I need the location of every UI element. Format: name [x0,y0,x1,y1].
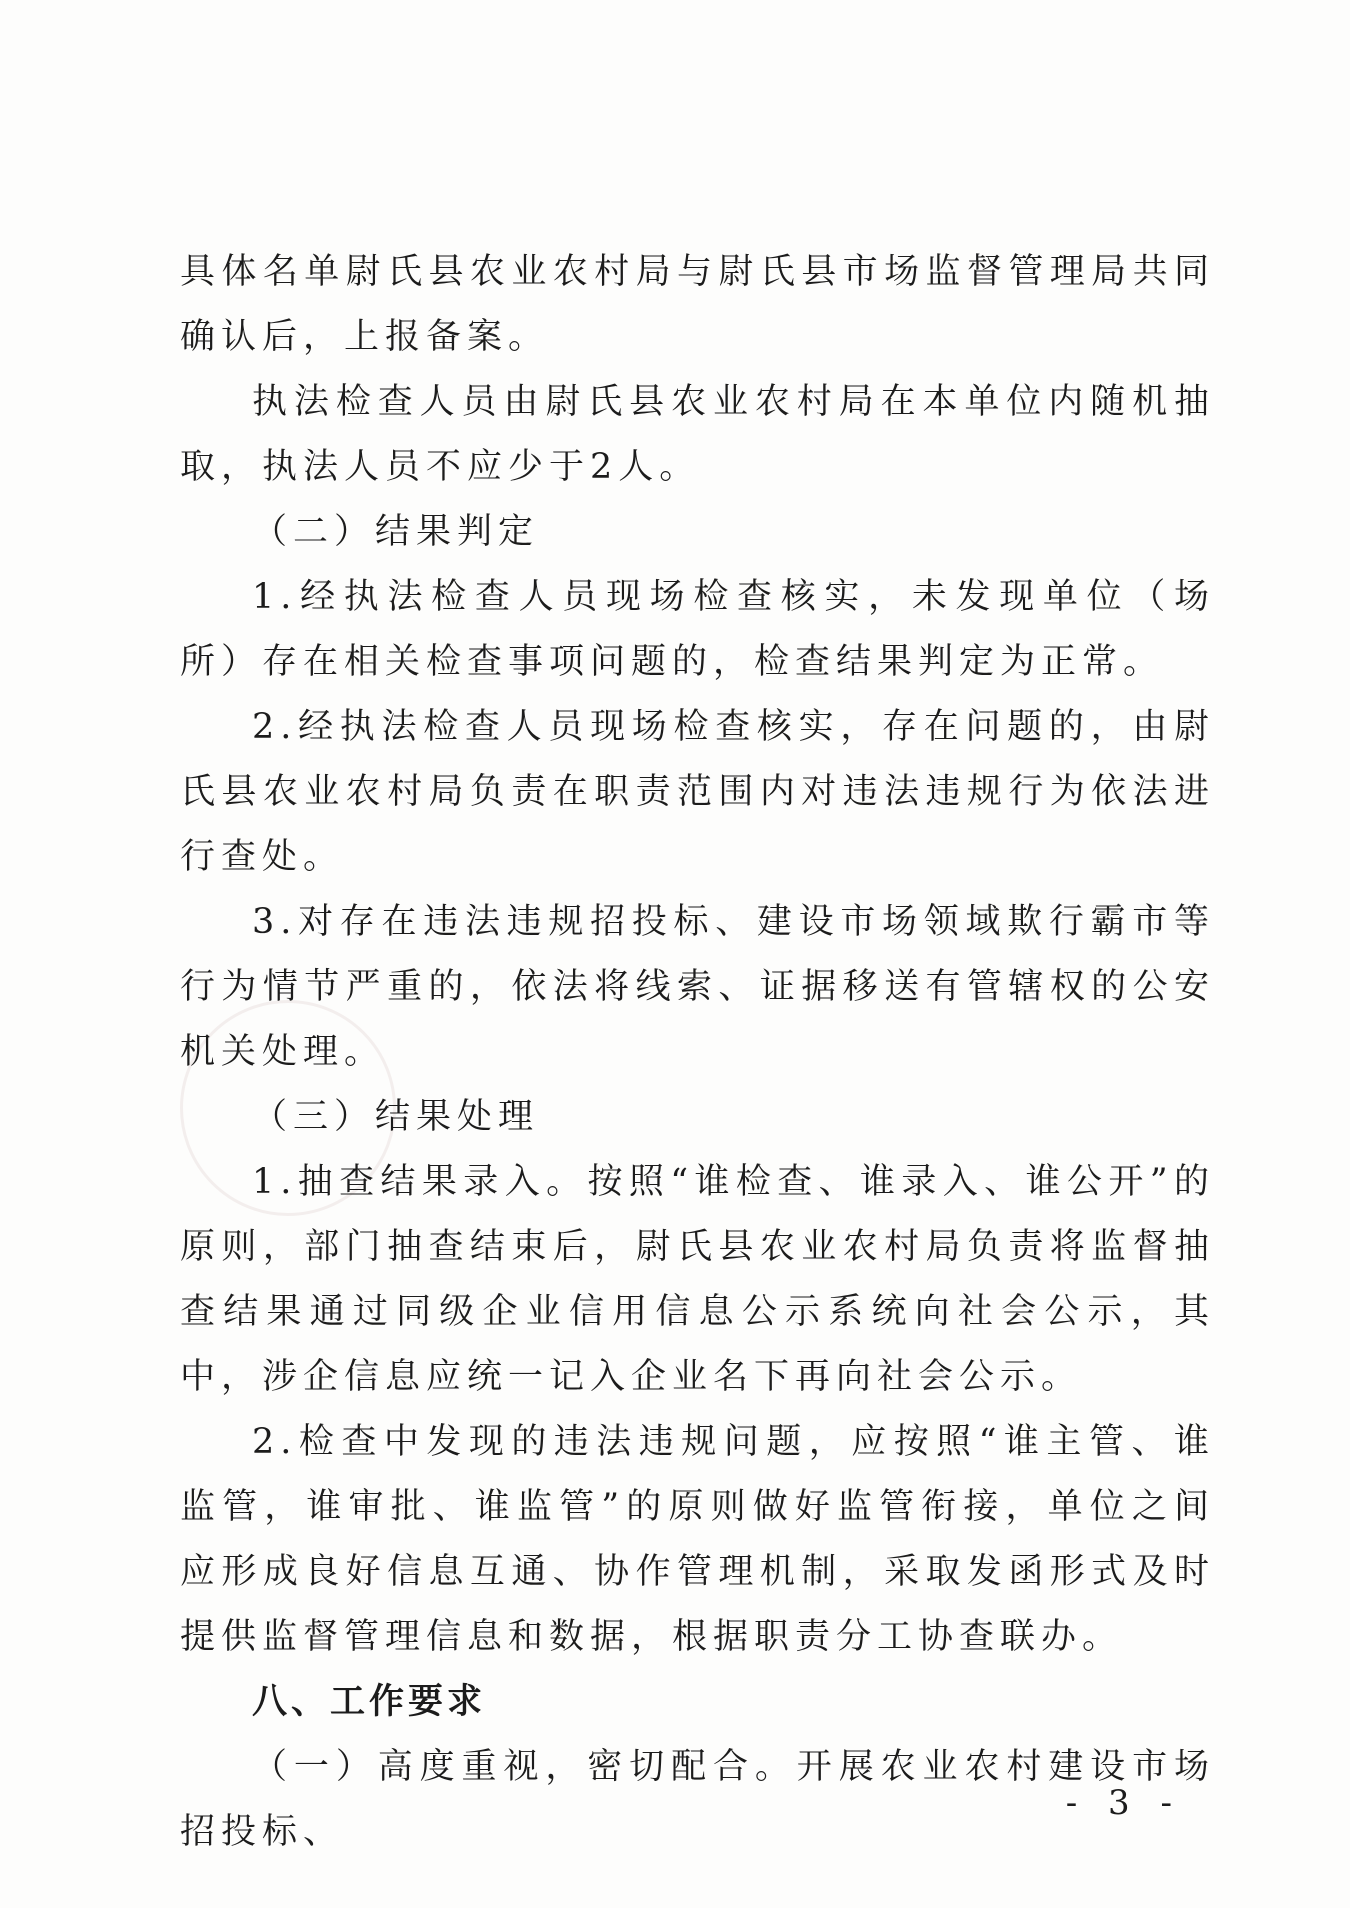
page-number: - 3 - [1065,1783,1182,1823]
section-heading: 八、工作要求 [252,1682,487,1722]
paragraph: 1.经执法检查人员现场检查核实，未发现单位（场所）存在相关检查事项问题的，检查结果判定为正常。 [180,577,1215,682]
section-subheading: （三）结果处理 [252,1097,540,1137]
paragraph: 3.对存在违法违规招投标、建设市场领域欺行霸市等行为情节严重的，依法将线索、证据移送有管辖权的公安机关处理。 [180,902,1215,1072]
paragraph: 1.抽查结果录入。按照“谁检查、谁录入、谁公开”的原则，部门抽查结束后，尉氏县农业农村局负责将监督抽查结果通过同级企业信用信息公示系统向社会公示，其中，涉企信息应统一记入企业名下再向社会公示。 [180,1162,1215,1397]
paragraph: 2.经执法检查人员现场检查核实，存在问题的，由尉氏县农业农村局负责在职责范围内对违法违规行为依法进行查处。 [180,707,1215,877]
section-subheading: （二）结果判定 [252,512,540,552]
paragraph: （一）高度重视，密切配合。开展农业农村建设市场招投标、 [180,1747,1215,1852]
paragraph: 2.检查中发现的违法违规问题，应按照“谁主管、谁监管，谁审批、谁监管”的原则做好监管衔接，单位之间应形成良好信息互通、协作管理机制，采取发函形式及时提供监督管理信息和数据，根据职责分工协查联办。 [180,1422,1215,1657]
paragraph: 具体名单尉氏县农业农村局与尉氏县市场监督管理局共同确认后，上报备案。 [180,252,1215,357]
paragraph: 执法检查人员由尉氏县农业农村局在本单位内随机抽取，执法人员不应少于2人。 [180,382,1215,487]
document-body [180,240,1215,1865]
